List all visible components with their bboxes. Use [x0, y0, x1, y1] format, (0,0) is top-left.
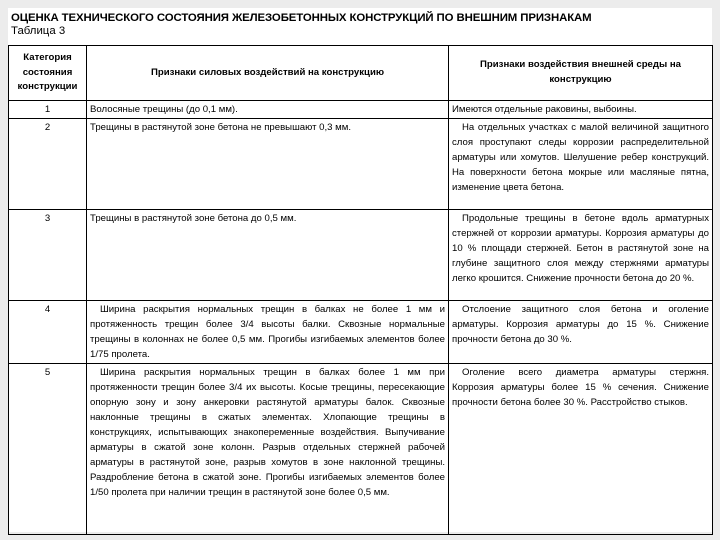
row-force: Ширина раскрытия нормальных трещин в балках более 1 мм при протяженности трещин более 3/4 их высоты. Косые трещины, пересекающие опорную зону и зону анкеровки растянутой арматуры балок. Сквозные наклонные трещины в сжатых элементах. Хлопающие трещины в конструкциях, испытывающих знакопеременные воздействия. Выпучивание арматуры в сжатой зоне колонн. Разрыв отдельных стержней рабочей арматуры в растянутой зоне, разрыв хомутов в зоне наклонной трещины. Раздробление бетона в сжатой зоне. Прогибы изгибаемых элементов более 1/50 пролета при наличии трещин в растянутой зоне более 0,5 мм.	[87, 363, 449, 534]
row-force: Волосяные трещины (до 0,1 мм).	[87, 100, 449, 118]
table-row	[9, 209, 713, 300]
header-force: Признаки силовых воздействий на конструкцию	[87, 46, 449, 101]
row-force: Ширина раскрытия нормальных трещин в балках не более 1 мм и протяженность трещин более 3/4 высоты балки. Сквозные нормальные трещины в колоннах не более 0,5 мм. Прогибы изгибаемых элементов более 1/75 пролета.	[87, 300, 449, 363]
row-environment: Оголение всего диаметра арматуры стержня. Коррозия арматуры более 15 % сечения. Снижение прочности бетона более 30 %. Расстройство стыков.	[449, 363, 713, 534]
table-row	[9, 100, 713, 118]
condition-table	[8, 45, 713, 535]
table-row	[9, 300, 713, 363]
row-force: Трещины в растянутой зоне бетона до 0,5 мм.	[87, 209, 449, 300]
row-category: 3	[9, 209, 87, 300]
header-environment: Признаки воздействия внешней среды на конструкцию	[449, 46, 713, 101]
row-category: 4	[9, 300, 87, 363]
row-environment: На отдельных участках с малой величиной защитного слоя проступают следы коррозии распределительной арматуры или хомутов. Шелушение ребер конструкций. На поверхности бетона мокрые или масляные пятна, изменение цвета бетона.	[449, 118, 713, 209]
row-category: 5	[9, 363, 87, 534]
row-category: 1	[9, 100, 87, 118]
table-label: Таблица 3	[11, 25, 66, 37]
header-category: Категория состояния конструкции	[9, 46, 87, 101]
page-title: ОЦЕНКА ТЕХНИЧЕСКОГО СОСТОЯНИЯ ЖЕЛЕЗОБЕТОННЫХ КОНСТРУКЦИЙ ПО ВНЕШНИМ ПРИЗНАКАМ	[11, 12, 592, 24]
table-row	[9, 363, 713, 534]
row-environment: Продольные трещины в бетоне вдоль арматурных стержней от коррозии арматуры. Коррозия арматуры до 10 % площади стержней. Бетон в растянутой зоне на глубине защитного слоя между стержнями арматуры легко крошится. Снижение прочности бетона до 20 %.	[449, 209, 713, 300]
row-environment: Имеются отдельные раковины, выбоины.	[449, 100, 713, 118]
row-environment: Отслоение защитного слоя бетона и оголение арматуры. Коррозия арматуры до 15 %. Снижение прочности бетона до 30 %.	[449, 300, 713, 363]
row-category: 2	[9, 118, 87, 209]
table-row	[9, 118, 713, 209]
table-header-row	[9, 46, 713, 101]
row-force: Трещины в растянутой зоне бетона не превышают 0,3 мм.	[87, 118, 449, 209]
